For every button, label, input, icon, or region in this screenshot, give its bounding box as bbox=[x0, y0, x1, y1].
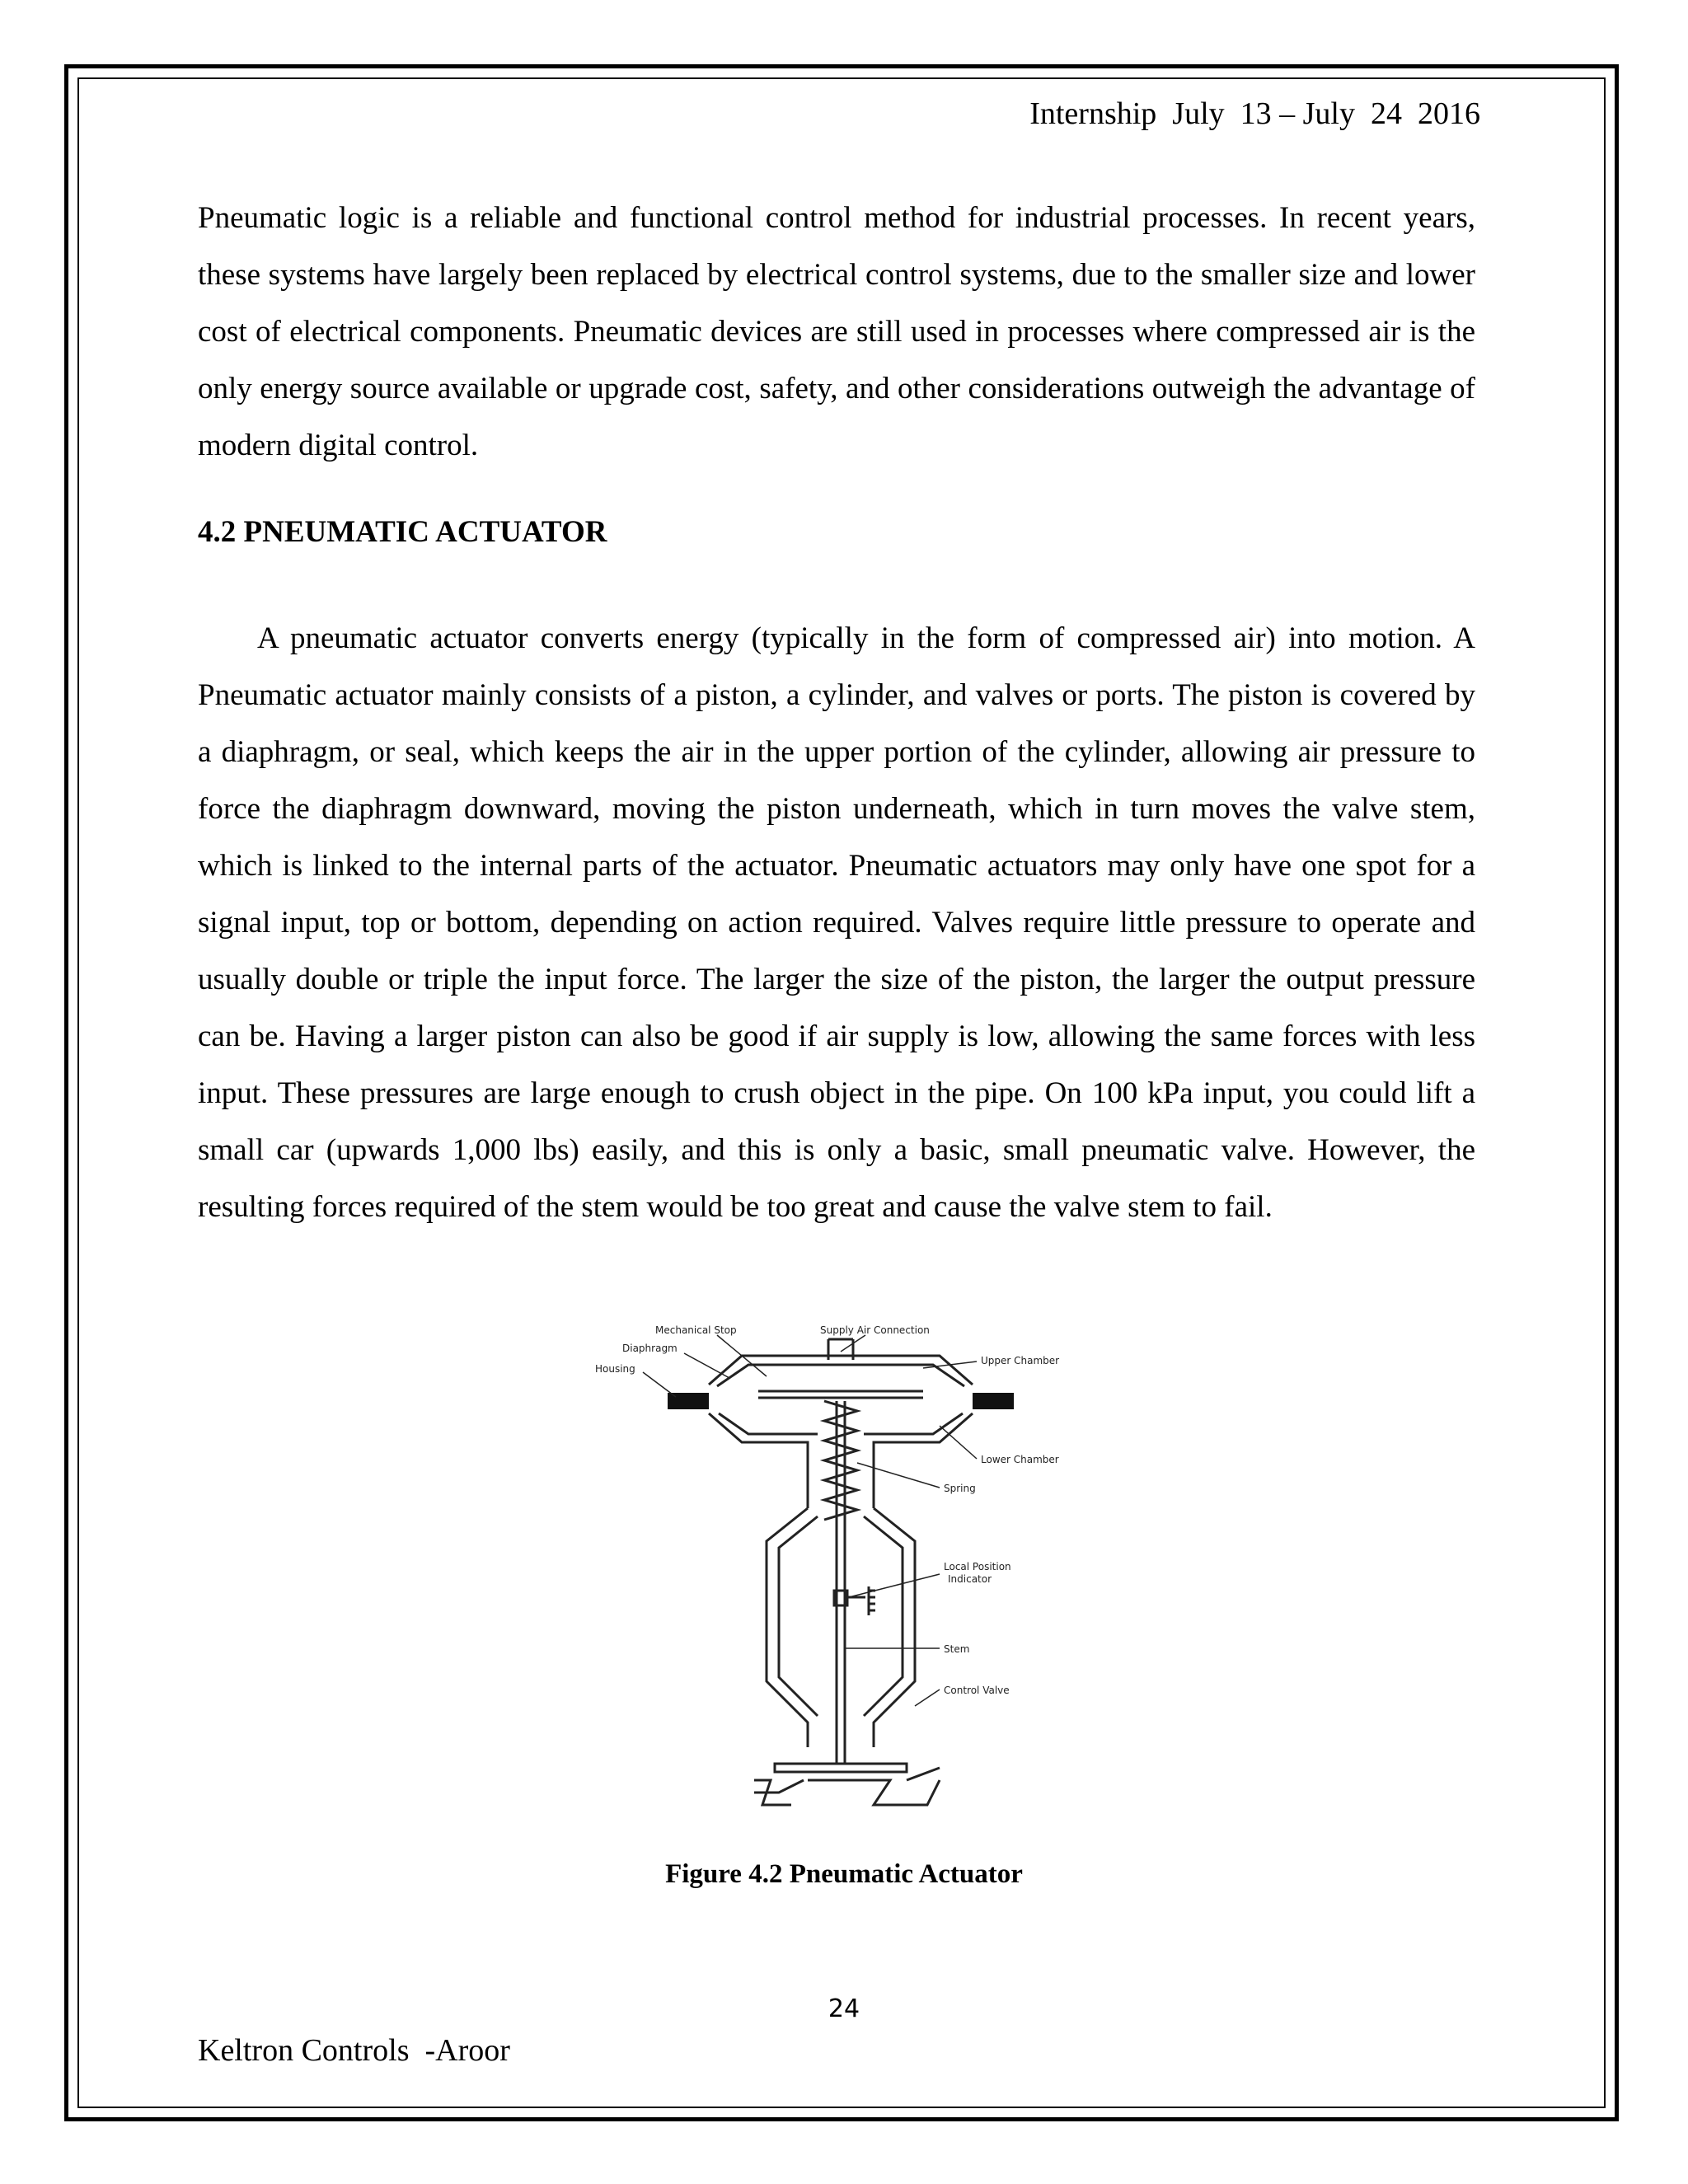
label-spring: Spring bbox=[944, 1483, 976, 1494]
label-upper-chamber: Upper Chamber bbox=[981, 1355, 1060, 1366]
section-heading: 4.2 PNEUMATIC ACTUATOR bbox=[198, 515, 607, 549]
label-local-position: Local Position bbox=[944, 1561, 1011, 1572]
label-mechanical-stop: Mechanical Stop bbox=[655, 1324, 737, 1336]
label-control-valve: Control Valve bbox=[944, 1685, 1010, 1696]
spring-coil bbox=[824, 1401, 857, 1520]
label-diaphragm: Diaphragm bbox=[622, 1343, 678, 1354]
page-footer: Keltron Controls -Aroor bbox=[198, 2033, 510, 2068]
label-housing: Housing bbox=[595, 1363, 635, 1375]
pneumatic-actuator-diagram bbox=[593, 1319, 1088, 1813]
label-stem: Stem bbox=[944, 1643, 970, 1655]
label-supply-air-connection: Supply Air Connection bbox=[820, 1324, 930, 1336]
body-paragraph: A pneumatic actuator converts energy (typically in the form of compressed air) into motion. A Pneumatic actuator mainly consists of a piston, a cylinder, and valves or ports. The piston is covered by a diaphragm, or seal, which keeps the air in the upper portion of the cylinder, allowing air pressure to force the diaphragm downward, moving the piston underneath, which in turn moves the valve stem, which is linked to the internal parts of the actuator. Pneumatic actuators may only have one spot for a signal input, top or bottom, depending on action required. Valves require little pressure to operate and usually double or triple the input force. The larger the size of the piston, the larger the output pressure can be. Having a larger piston can also be good if air supply is low, allowing the same forces with less input. These pressures are large enough to crush object in the pipe. On 100 kPa input, you could lift a small car (upwards 1,000 lbs) easily, and this is only a basic, small pneumatic valve. However, the resulting forces required of the stem would be too great and cause the valve stem to fail. bbox=[198, 621, 1475, 1224]
figure-caption: Figure 4.2 Pneumatic Actuator bbox=[665, 1859, 1023, 1889]
label-indicator: Indicator bbox=[948, 1573, 992, 1585]
intro-paragraph: Pneumatic logic is a reliable and functional control method for industrial processes. In recent years, these systems have largely been replaced by electrical control systems, due to the smaller size and lower cost of electrical components. Pneumatic devices are still used in processes where compressed air is the only energy source available or upgrade cost, safety, and other considerations outweigh the advantage of modern digital control. bbox=[198, 201, 1475, 462]
page-header: Internship July 13 – July 24 2016 bbox=[1029, 96, 1480, 131]
page-number: 24 bbox=[828, 1994, 860, 2023]
label-lower-chamber: Lower Chamber bbox=[981, 1454, 1059, 1465]
